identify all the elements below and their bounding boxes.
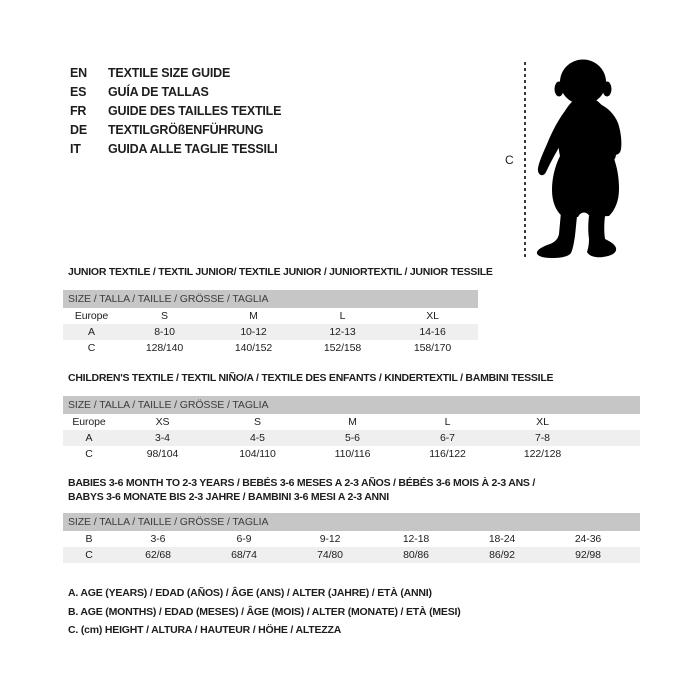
spacer-cell	[631, 531, 640, 547]
cell: XL	[426, 310, 439, 322]
cell: 122/128	[523, 448, 562, 460]
table-row-europe	[63, 308, 478, 324]
language-label: TEXTILGRÖßENFÜHRUNG	[108, 122, 264, 137]
section-babies-textile	[63, 476, 640, 563]
cell: 86/92	[459, 547, 545, 563]
language-row-de	[70, 120, 281, 139]
language-label: GUIDA ALLE TAGLIE TESSILI	[108, 141, 278, 156]
cell: 6-9	[236, 533, 252, 545]
table-row-europe	[63, 414, 640, 430]
height-measure-label: C	[505, 153, 514, 167]
size-header-cell: SIZE / TALLA / TAILLE / GRÖSSE / TAGLIA	[63, 290, 478, 308]
cell: 24-36	[574, 533, 602, 545]
footnote-a: A. AGE (YEARS) / EDAD (AÑOS) / ÂGE (ANS) / ALTER (JAHRE) / ETÀ (ANNI)	[68, 587, 432, 599]
cell: 68/74	[201, 547, 287, 563]
row-label: A	[63, 324, 120, 340]
cell: 8-10	[120, 324, 209, 340]
cell: S	[254, 416, 261, 428]
cell: 116/122	[429, 448, 466, 460]
cell: 62/68	[115, 547, 201, 563]
cell: 3-6	[150, 533, 166, 545]
language-row-en	[70, 63, 281, 82]
section-title-line-2: BABYS 3-6 MONATE BIS 2-3 JAHRE / BAMBINI 3-6 MESI A 2-3 ANNI	[68, 491, 389, 503]
language-code: ES	[70, 84, 87, 99]
row-label: C	[63, 547, 115, 563]
cell: 5-6	[305, 430, 400, 446]
section-title: CHILDREN'S TEXTILE / TEXTIL NIÑO/A / TEXTILE DES ENFANTS / KINDERTEXTIL / BAMBINI TESSILE	[68, 372, 554, 384]
footnote-b: B. AGE (MONTHS) / EDAD (MESES) / ÂGE (MOIS) / ALTER (MONATE) / ETÀ (MESI)	[68, 605, 461, 618]
language-code: EN	[70, 65, 87, 80]
row-label: C	[85, 448, 93, 460]
row-label: Europe	[72, 416, 106, 428]
table-row-age	[63, 324, 478, 340]
cell: 9-12	[319, 533, 341, 545]
row-label: B	[85, 533, 93, 545]
language-list	[70, 63, 281, 158]
cell: 74/80	[287, 547, 373, 563]
cell: 6-7	[400, 430, 495, 446]
cell: 7-8	[495, 430, 590, 446]
spacer-cell	[590, 446, 640, 462]
cell: 98/104	[146, 448, 179, 460]
cell: 80/86	[373, 547, 459, 563]
table-header-row	[63, 290, 478, 308]
cell: 14-16	[387, 324, 478, 340]
section-childrens-textile	[63, 371, 640, 462]
footnote-legend	[63, 584, 461, 640]
cell: L	[339, 310, 346, 322]
cell: 10-12	[209, 324, 298, 340]
size-header-cell: SIZE / TALLA / TAILLE / GRÖSSE / TAGLIA	[63, 396, 640, 414]
cell: 104/110	[239, 448, 276, 460]
cell: 92/98	[545, 547, 631, 563]
table-header-row	[63, 513, 640, 531]
table-row-height	[63, 547, 640, 563]
language-code: IT	[70, 141, 81, 156]
language-code: DE	[70, 122, 87, 137]
cell: S	[161, 310, 168, 322]
junior-size-table	[63, 290, 478, 356]
language-label: GUIDE DES TAILLES TEXTILE	[108, 103, 282, 118]
footnote-c: C. (cm) HEIGHT / ALTURA / HAUTEUR / HÖHE / ALTEZZA	[68, 624, 342, 636]
table-header-row	[63, 396, 640, 414]
language-row-it	[70, 139, 281, 158]
cell: 12-18	[402, 533, 430, 545]
cell: M	[348, 416, 357, 428]
cell: XL	[536, 416, 549, 428]
cell: 110/116	[334, 448, 371, 460]
row-label: Europe	[74, 310, 109, 322]
babies-size-table	[63, 513, 640, 563]
language-label: GUÍA DE TALLAS	[108, 84, 209, 99]
table-row-age-months	[63, 531, 640, 547]
language-row-es	[70, 82, 281, 101]
cell: 140/152	[234, 342, 273, 354]
cell: 12-13	[298, 324, 387, 340]
height-dashed-line	[524, 62, 526, 258]
size-header-cell: SIZE / TALLA / TAILLE / GRÖSSE / TAGLIA	[63, 513, 640, 531]
table-row-height	[63, 446, 640, 462]
section-title-line-1: BABIES 3-6 MONTH TO 2-3 YEARS / BEBÉS 3-6 MESES A 2-3 AÑOS / BÉBÉS 3-6 MOIS À 2-3 ANS /	[68, 477, 536, 489]
language-label: TEXTILE SIZE GUIDE	[108, 65, 231, 80]
table-row-height	[63, 340, 478, 356]
cell: XS	[155, 416, 170, 428]
section-junior-textile	[63, 265, 493, 356]
row-label: A	[63, 430, 115, 446]
cell: 3-4	[115, 430, 210, 446]
section-title: JUNIOR TEXTILE / TEXTIL JUNIOR/ TEXTILE JUNIOR / JUNIORTEXTIL / JUNIOR TESSILE	[68, 266, 493, 278]
cell: 158/170	[413, 342, 452, 354]
language-row-fr	[70, 101, 281, 120]
cell: 4-5	[210, 430, 305, 446]
table-row-age	[63, 430, 640, 446]
row-label: C	[87, 342, 96, 354]
children-size-table	[63, 396, 640, 462]
cell: L	[444, 416, 451, 428]
cell: 152/158	[323, 342, 362, 354]
spacer-cell	[590, 414, 640, 430]
cell: 128/140	[145, 342, 184, 354]
toddler-silhouette-icon	[534, 56, 646, 260]
cell: M	[249, 310, 258, 322]
spacer-cell	[590, 430, 640, 446]
language-code: FR	[70, 103, 87, 118]
cell: 18-24	[488, 533, 516, 545]
spacer-cell	[631, 547, 640, 563]
